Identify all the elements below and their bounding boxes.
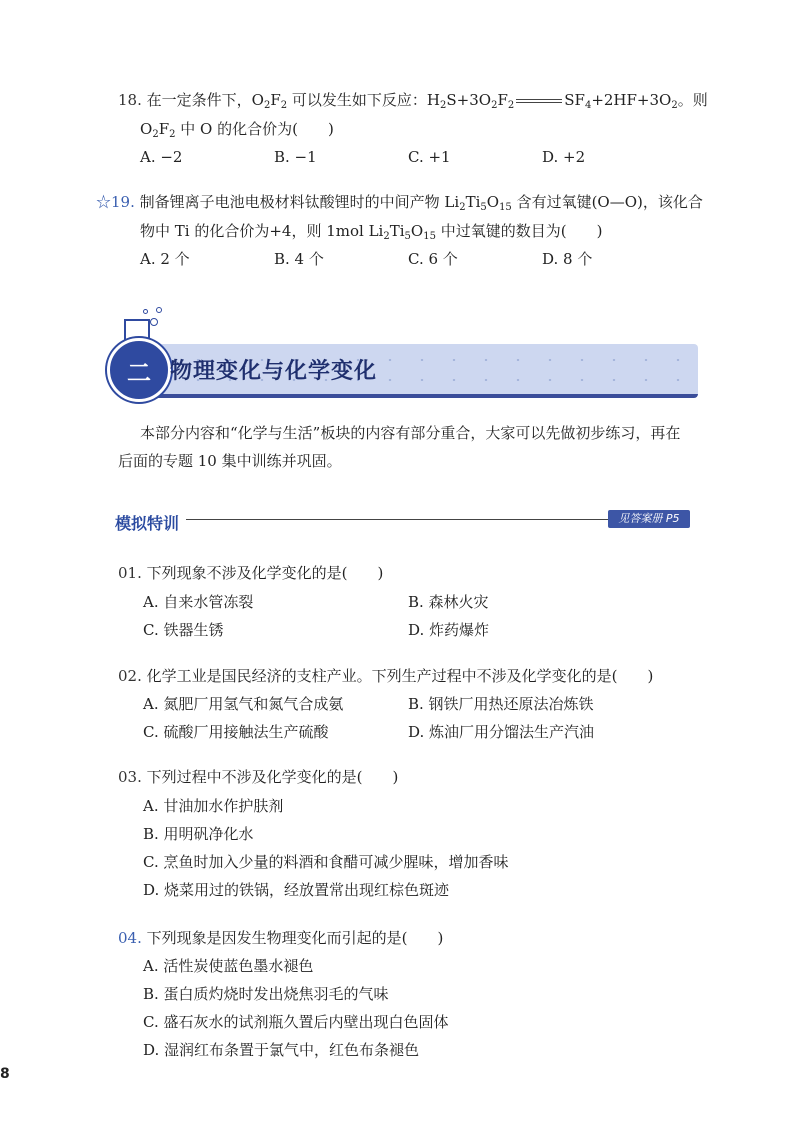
q19-line2: 物中 Ti 的化合价为+4，则 1mol $Li_2Ti_5O_{15}$ 中过氧键的数目为( ) bbox=[140, 222, 603, 242]
q19-line1: ☆19. 制备锂离子电池电极材料钛酸锂时的中间产物 $Li_2Ti_5O_{15}$ 含有过氧键(O—O)，该化合 bbox=[96, 193, 703, 213]
q04-option-b: B. 蛋白质灼烧时发出烧焦羽毛的气味 bbox=[143, 985, 389, 1003]
question-01 bbox=[118, 563, 383, 583]
q18-text-mid: 可以发生如下反应： bbox=[287, 91, 427, 109]
section-title: 物理变化与化学变化 bbox=[170, 359, 378, 384]
q02-option-a: A. 氮肥厂用氢气和氮气合成氨 bbox=[143, 695, 344, 713]
q19-text-line2a: 物中 Ti 的化合价为+4，则 1mol Li bbox=[140, 222, 384, 240]
q19-text-d: 含有过氧键(O—O)，该化合 bbox=[511, 193, 703, 211]
q01-option-d: D. 炸药爆炸 bbox=[408, 621, 490, 639]
q19-text-line2d: 中过氧键的数目为( ) bbox=[435, 222, 603, 240]
q04-option-a: A. 活性炭使蓝色墨水褪色 bbox=[143, 957, 314, 975]
section-number: 二 bbox=[127, 359, 151, 387]
q18-line1: 18. 在一定条件下，$O_2F_2$ 可以发生如下反应：$H_2S+3O_2F_2$ $SF_4+2HF+3O_2$。则 bbox=[118, 91, 708, 111]
q01-option-a: A. 自来水管冻裂 bbox=[143, 593, 254, 611]
question-number: 01. bbox=[118, 564, 142, 582]
question-number: 04. bbox=[118, 929, 142, 947]
q19-option-d: D. 8 个 bbox=[542, 250, 593, 268]
q19-option-a: A. 2 个 bbox=[140, 250, 190, 268]
q18-text-suffix: 。则 bbox=[677, 91, 708, 109]
q03-option-b: B. 用明矾净化水 bbox=[143, 825, 254, 843]
bubble-icon bbox=[156, 307, 162, 313]
q01-option-c: C. 铁器生锈 bbox=[143, 621, 224, 639]
question-stem: 化学工业是国民经济的支柱产业。下列生产过程中不涉及化学变化的是( ) bbox=[146, 667, 654, 685]
intro-line1: 本部分内容和“化学与生活”板块的内容有部分重合，大家可以先做初步练习，再在 bbox=[140, 424, 681, 442]
q03-option-d: D. 烧菜用过的铁锅，经放置常出现红棕色斑迹 bbox=[143, 881, 450, 899]
question-number: 02. bbox=[118, 667, 142, 685]
q02-option-d: D. 炼油厂用分馏法生产汽油 bbox=[408, 723, 595, 741]
equals-sign-icon bbox=[514, 97, 564, 105]
question-stem: 下列过程中不涉及化学变化的是( ) bbox=[146, 768, 399, 786]
q18-text-line2: 中 O 的化合价为( ) bbox=[175, 120, 334, 138]
q18-option-c: C. +1 bbox=[408, 148, 451, 166]
q18-option-d: D. +2 bbox=[542, 148, 586, 166]
q18-text: 在一定条件下， bbox=[146, 91, 252, 109]
q19-text: 制备锂离子电池电极材料钛酸锂时的中间产物 Li bbox=[139, 193, 460, 211]
page-number: 8 bbox=[0, 1066, 10, 1082]
q18-line2: $O_2F_2$ 中 O 的化合价为( ) bbox=[140, 120, 334, 140]
question-number: 03. bbox=[118, 768, 142, 786]
q01-option-b: B. 森林火灾 bbox=[408, 593, 489, 611]
bubble-icon bbox=[143, 309, 148, 314]
intro-line2: 后面的专题 10 集中训练并巩固。 bbox=[118, 452, 342, 470]
question-02 bbox=[118, 666, 653, 686]
q19-option-c: C. 6 个 bbox=[408, 250, 458, 268]
q03-option-a: A. 甘油加水作护肤剂 bbox=[143, 797, 284, 815]
question-04 bbox=[118, 928, 443, 948]
q03-option-c: C. 烹鱼时加入少量的料酒和食醋可减少腥味，增加香味 bbox=[143, 853, 509, 871]
q04-option-c: C. 盛石灰水的试剂瓶久置后内壁出现白色固体 bbox=[143, 1013, 449, 1031]
divider bbox=[186, 519, 612, 520]
q19-text-c: O bbox=[486, 193, 500, 211]
star-icon: ☆ bbox=[96, 193, 112, 211]
q02-option-c: C. 硫酸厂用接触法生产硫酸 bbox=[143, 723, 329, 741]
question-stem: 下列现象是因发生物理变化而引起的是( ) bbox=[146, 929, 444, 947]
q19-option-b: B. 4 个 bbox=[274, 250, 324, 268]
question-03 bbox=[118, 767, 398, 787]
q02-option-b: B. 钢铁厂用热还原法冶炼铁 bbox=[408, 695, 594, 713]
q19-number: 19. bbox=[111, 193, 135, 211]
section-number-badge bbox=[107, 338, 171, 402]
q19-text-b: Ti bbox=[465, 193, 481, 211]
q19-text-line2b: Ti bbox=[389, 222, 405, 240]
q19-text-line2c: O bbox=[410, 222, 424, 240]
q18-number: 18. bbox=[118, 91, 142, 109]
bubble-icon bbox=[150, 318, 158, 326]
subsection-title: 模拟特训 bbox=[115, 514, 180, 533]
question-stem: 下列现象不涉及化学变化的是( ) bbox=[146, 564, 384, 582]
q04-option-d: D. 湿润红布条置于氯气中，红色布条褪色 bbox=[143, 1041, 420, 1059]
q18-option-b: B. −1 bbox=[274, 148, 317, 166]
answer-reference-tag: 见答案册 P5 bbox=[608, 510, 690, 528]
q18-option-a: A. −2 bbox=[140, 148, 183, 166]
